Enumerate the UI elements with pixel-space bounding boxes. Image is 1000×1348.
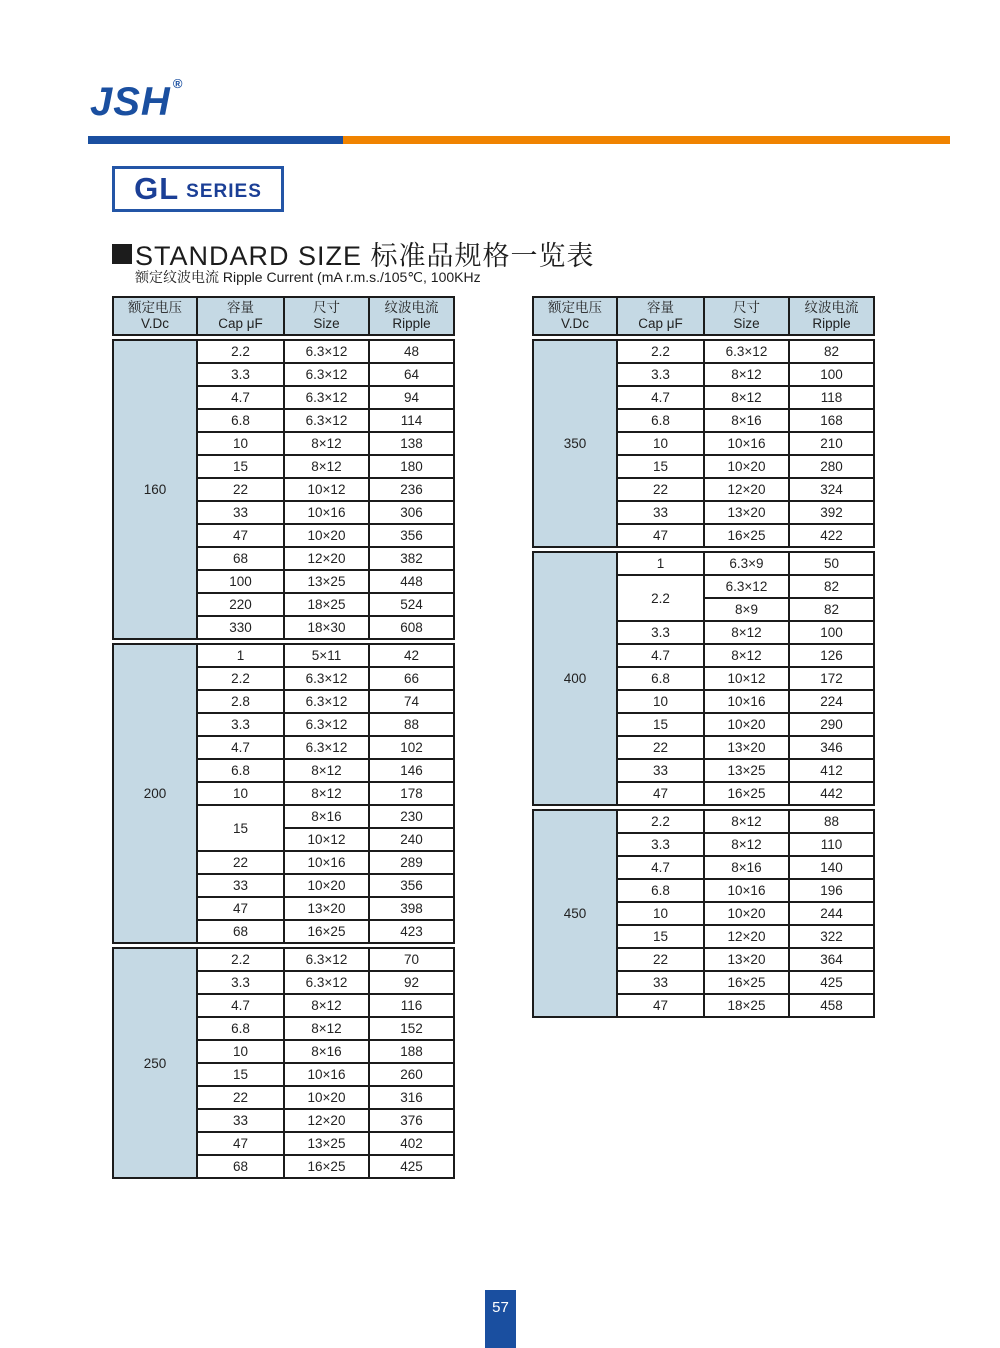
capacitance-cell: 2.2: [197, 948, 284, 971]
size-cell: 8×12: [704, 810, 789, 833]
size-cell: 10×20: [704, 902, 789, 925]
voltage-cell: 160: [113, 340, 197, 639]
capacitance-cell: 10: [197, 782, 284, 805]
capacitance-cell: 1: [617, 552, 704, 575]
ripple-cell: 423: [369, 920, 454, 943]
ripple-cell: 240: [369, 828, 454, 851]
size-cell: 16×25: [704, 524, 789, 547]
ripple-cell: 118: [789, 386, 874, 409]
ripple-cell: 88: [369, 713, 454, 736]
ripple-cell: 324: [789, 478, 874, 501]
capacitance-cell: 3.3: [617, 621, 704, 644]
registered-mark: ®: [172, 76, 184, 91]
series-title-box: [112, 166, 284, 212]
ripple-cell: 82: [789, 340, 874, 363]
size-cell: 13×20: [284, 897, 369, 920]
capacitance-cell: 10: [197, 432, 284, 455]
size-cell: 6.3×12: [284, 971, 369, 994]
size-cell: 16×25: [704, 971, 789, 994]
size-cell: 8×12: [704, 621, 789, 644]
size-cell: 10×20: [704, 713, 789, 736]
size-cell: 10×20: [284, 1086, 369, 1109]
size-cell: 13×20: [704, 501, 789, 524]
voltage-group-160: [112, 339, 455, 640]
ripple-cell: 172: [789, 667, 874, 690]
size-cell: 6.3×12: [284, 409, 369, 432]
capacitance-cell: 4.7: [617, 856, 704, 879]
ripple-cell: 82: [789, 575, 874, 598]
size-cell: 8×9: [704, 598, 789, 621]
size-cell: 10×20: [284, 874, 369, 897]
capacitance-cell: 3.3: [617, 363, 704, 386]
table-row: [533, 552, 874, 575]
ripple-cell: 346: [789, 736, 874, 759]
ripple-cell: 422: [789, 524, 874, 547]
size-cell: 10×20: [704, 455, 789, 478]
ripple-cell: 64: [369, 363, 454, 386]
voltage-cell: 400: [533, 552, 617, 805]
size-cell: 10×12: [284, 828, 369, 851]
col-header-ripple: 纹波电流 Ripple: [369, 297, 454, 335]
ripple-cell: 100: [789, 621, 874, 644]
size-cell: 8×12: [284, 759, 369, 782]
capacitance-cell: 100: [197, 570, 284, 593]
col-header-voltage: 额定电压 V.Dc: [113, 297, 197, 335]
col-header-capacitance: 容量 Cap μF: [197, 297, 284, 335]
voltage-groups-right: [532, 339, 875, 1018]
ripple-cell: 94: [369, 386, 454, 409]
voltage-group-400: [532, 551, 875, 806]
size-cell: 10×16: [704, 879, 789, 902]
size-cell: 18×30: [284, 616, 369, 639]
brand-logo: [90, 76, 184, 125]
ripple-cell: 289: [369, 851, 454, 874]
table-row: [113, 948, 454, 971]
size-cell: 6.3×12: [284, 690, 369, 713]
ripple-cell: 244: [789, 902, 874, 925]
capacitance-cell: 10: [197, 1040, 284, 1063]
capacitance-cell: 6.8: [617, 409, 704, 432]
size-cell: 6.3×12: [284, 713, 369, 736]
page-number-tab: [485, 1290, 516, 1348]
capacitance-cell: 2.2: [197, 667, 284, 690]
ripple-cell: 152: [369, 1017, 454, 1040]
capacitance-cell: 4.7: [197, 994, 284, 1017]
ripple-cell: 236: [369, 478, 454, 501]
ripple-cell: 168: [789, 409, 874, 432]
brand-logo-text: JSH: [90, 80, 171, 124]
divider-blue-segment: [88, 136, 343, 144]
size-cell: 8×12: [284, 455, 369, 478]
ripple-cell: 356: [369, 874, 454, 897]
ripple-cell: 425: [789, 971, 874, 994]
size-cell: 12×20: [704, 478, 789, 501]
capacitance-cell: 6.8: [197, 1017, 284, 1040]
capacitance-cell: 2.2: [617, 340, 704, 363]
ripple-cell: 48: [369, 340, 454, 363]
capacitance-cell: 3.3: [197, 713, 284, 736]
ripple-cell: 230: [369, 805, 454, 828]
capacitance-cell: 33: [617, 501, 704, 524]
capacitance-cell: 22: [197, 1086, 284, 1109]
capacitance-cell: 220: [197, 593, 284, 616]
voltage-cell: 450: [533, 810, 617, 1017]
capacitance-cell: 1: [197, 644, 284, 667]
capacitance-cell: 33: [617, 759, 704, 782]
size-cell: 8×12: [704, 833, 789, 856]
ripple-cell: 442: [789, 782, 874, 805]
size-cell: 6.3×12: [284, 948, 369, 971]
size-cell: 10×16: [284, 501, 369, 524]
size-cell: 6.3×12: [284, 736, 369, 759]
size-cell: 5×11: [284, 644, 369, 667]
ripple-cell: 210: [789, 432, 874, 455]
ripple-cell: 42: [369, 644, 454, 667]
ripple-cell: 398: [369, 897, 454, 920]
size-cell: 6.3×12: [704, 340, 789, 363]
size-cell: 10×16: [704, 690, 789, 713]
capacitance-cell: 15: [197, 1063, 284, 1086]
ripple-cell: 82: [789, 598, 874, 621]
size-cell: 13×25: [284, 1132, 369, 1155]
voltage-groups-left: [112, 339, 455, 1179]
capacitance-cell: 33: [197, 1109, 284, 1132]
capacitance-cell: 6.8: [197, 409, 284, 432]
size-cell: 6.3×12: [284, 667, 369, 690]
ripple-cell: 290: [789, 713, 874, 736]
capacitance-cell: 15: [617, 925, 704, 948]
table-row: [533, 810, 874, 833]
size-cell: 10×12: [284, 478, 369, 501]
ripple-cell: 138: [369, 432, 454, 455]
ripple-cell: 196: [789, 879, 874, 902]
ripple-cell: 102: [369, 736, 454, 759]
capacitance-cell: 15: [197, 455, 284, 478]
capacitance-cell: 10: [617, 690, 704, 713]
capacitance-cell: 4.7: [197, 386, 284, 409]
size-cell: 8×12: [284, 432, 369, 455]
voltage-group-200: [112, 643, 455, 944]
capacitance-cell: 68: [197, 547, 284, 570]
capacitance-cell: 22: [197, 478, 284, 501]
size-cell: 8×12: [284, 994, 369, 1017]
capacitance-cell: 22: [617, 478, 704, 501]
capacitance-cell: 6.8: [197, 759, 284, 782]
capacitance-cell: 22: [197, 851, 284, 874]
capacitance-cell: 47: [617, 524, 704, 547]
capacitance-cell: 3.3: [617, 833, 704, 856]
section-title: STANDARD SIZE 标准品规格一览表: [135, 241, 595, 271]
ripple-cell: 180: [369, 455, 454, 478]
ripple-cell: 280: [789, 455, 874, 478]
voltage-cell: 200: [113, 644, 197, 943]
capacitance-cell: 33: [197, 874, 284, 897]
ripple-cell: 88: [789, 810, 874, 833]
capacitance-cell: 6.8: [617, 667, 704, 690]
size-cell: 6.3×9: [704, 552, 789, 575]
capacitance-cell: 15: [617, 713, 704, 736]
ripple-cell: 322: [789, 925, 874, 948]
capacitance-cell: 10: [617, 902, 704, 925]
size-cell: 13×25: [704, 759, 789, 782]
size-cell: 8×12: [704, 644, 789, 667]
capacitance-cell: 33: [617, 971, 704, 994]
page-number: 57: [492, 1299, 509, 1316]
voltage-group-350: [532, 339, 875, 548]
section-bullet-icon: [112, 244, 132, 264]
capacitance-cell: 15: [197, 805, 284, 851]
size-cell: 16×25: [284, 920, 369, 943]
size-cell: 12×20: [284, 1109, 369, 1132]
ripple-cell: 114: [369, 409, 454, 432]
capacitance-cell: 3.3: [197, 971, 284, 994]
ripple-cell: 74: [369, 690, 454, 713]
size-cell: 13×20: [704, 736, 789, 759]
ripple-cell: 110: [789, 833, 874, 856]
col-header-ripple: 纹波电流 Ripple: [789, 297, 874, 335]
capacitance-cell: 33: [197, 501, 284, 524]
table-row: [533, 340, 874, 363]
ripple-cell: 188: [369, 1040, 454, 1063]
ripple-cell: 224: [789, 690, 874, 713]
col-header-voltage: 额定电压 V.Dc: [533, 297, 617, 335]
ripple-cell: 524: [369, 593, 454, 616]
capacitance-cell: 2.8: [197, 690, 284, 713]
capacitance-cell: 47: [617, 994, 704, 1017]
size-cell: 6.3×12: [284, 386, 369, 409]
capacitance-cell: 2.2: [197, 340, 284, 363]
capacitance-cell: 2.2: [617, 575, 704, 621]
capacitance-cell: 2.2: [617, 810, 704, 833]
size-cell: 6.3×12: [284, 363, 369, 386]
size-cell: 10×16: [704, 432, 789, 455]
capacitance-cell: 15: [617, 455, 704, 478]
ripple-cell: 608: [369, 616, 454, 639]
ripple-cell: 178: [369, 782, 454, 805]
col-header-capacitance: 容量 Cap μF: [617, 297, 704, 335]
ripple-cell: 412: [789, 759, 874, 782]
table-row: [113, 340, 454, 363]
section-subtitle: 额定纹波电流 Ripple Current (mA r.m.s./105℃, 100KHz: [135, 269, 481, 285]
ripple-cell: 100: [789, 363, 874, 386]
ripple-cell: 382: [369, 547, 454, 570]
capacitance-cell: 10: [617, 432, 704, 455]
capacitance-cell: 68: [197, 1155, 284, 1178]
ripple-cell: 392: [789, 501, 874, 524]
size-cell: 10×12: [704, 667, 789, 690]
table-row: [113, 644, 454, 667]
table-header-left: [112, 296, 455, 336]
capacitance-cell: 6.8: [617, 879, 704, 902]
col-header-size: 尺寸 Size: [284, 297, 369, 335]
table-header-right: [532, 296, 875, 336]
ripple-cell: 116: [369, 994, 454, 1017]
ripple-cell: 126: [789, 644, 874, 667]
col-header-size: 尺寸 Size: [704, 297, 789, 335]
size-cell: 18×25: [284, 593, 369, 616]
ripple-cell: 376: [369, 1109, 454, 1132]
header-divider-bar: [88, 136, 950, 144]
size-cell: 13×25: [284, 570, 369, 593]
capacitance-cell: 4.7: [617, 386, 704, 409]
spec-table-right: [532, 296, 875, 1021]
size-cell: 8×12: [284, 782, 369, 805]
series-suffix: SERIES: [186, 180, 262, 202]
voltage-group-250: [112, 947, 455, 1179]
size-cell: 8×12: [704, 386, 789, 409]
ripple-cell: 458: [789, 994, 874, 1017]
ripple-cell: 50: [789, 552, 874, 575]
ripple-cell: 364: [789, 948, 874, 971]
size-cell: 8×12: [284, 1017, 369, 1040]
capacitance-cell: 47: [617, 782, 704, 805]
ripple-cell: 448: [369, 570, 454, 593]
voltage-cell: 350: [533, 340, 617, 547]
ripple-cell: 306: [369, 501, 454, 524]
size-cell: 16×25: [704, 782, 789, 805]
size-cell: 18×25: [704, 994, 789, 1017]
size-cell: 8×16: [284, 1040, 369, 1063]
ripple-cell: 260: [369, 1063, 454, 1086]
ripple-cell: 66: [369, 667, 454, 690]
ripple-cell: 92: [369, 971, 454, 994]
size-cell: 8×16: [704, 409, 789, 432]
capacitance-cell: 22: [617, 736, 704, 759]
size-cell: 12×20: [704, 925, 789, 948]
capacitance-cell: 47: [197, 1132, 284, 1155]
size-cell: 8×16: [284, 805, 369, 828]
capacitance-cell: 3.3: [197, 363, 284, 386]
capacitance-cell: 330: [197, 616, 284, 639]
capacitance-cell: 4.7: [197, 736, 284, 759]
size-cell: 10×20: [284, 524, 369, 547]
size-cell: 10×16: [284, 851, 369, 874]
voltage-cell: 250: [113, 948, 197, 1178]
size-cell: 13×20: [704, 948, 789, 971]
ripple-cell: 402: [369, 1132, 454, 1155]
size-cell: 6.3×12: [284, 340, 369, 363]
capacitance-cell: 47: [197, 897, 284, 920]
ripple-cell: 140: [789, 856, 874, 879]
ripple-cell: 356: [369, 524, 454, 547]
ripple-cell: 70: [369, 948, 454, 971]
voltage-group-450: [532, 809, 875, 1018]
size-cell: 16×25: [284, 1155, 369, 1178]
spec-table-left: [112, 296, 455, 1182]
size-cell: 6.3×12: [704, 575, 789, 598]
size-cell: 8×16: [704, 856, 789, 879]
capacitance-cell: 4.7: [617, 644, 704, 667]
divider-orange-segment: [343, 136, 950, 144]
ripple-cell: 146: [369, 759, 454, 782]
ripple-cell: 316: [369, 1086, 454, 1109]
capacitance-cell: 22: [617, 948, 704, 971]
size-cell: 12×20: [284, 547, 369, 570]
capacitance-cell: 47: [197, 524, 284, 547]
capacitance-cell: 68: [197, 920, 284, 943]
size-cell: 10×16: [284, 1063, 369, 1086]
ripple-cell: 425: [369, 1155, 454, 1178]
series-name: GL: [134, 171, 180, 206]
size-cell: 8×12: [704, 363, 789, 386]
